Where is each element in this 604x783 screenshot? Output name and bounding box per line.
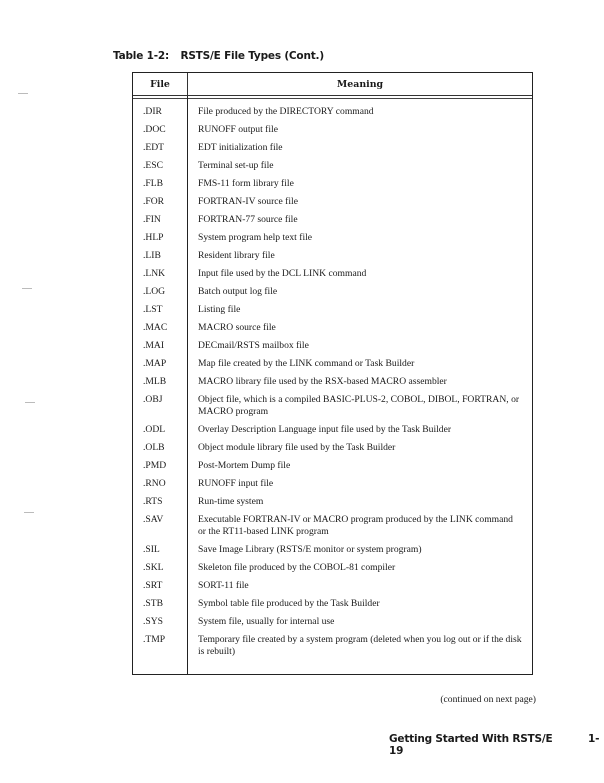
file-extension: .STB bbox=[143, 598, 163, 609]
table-row bbox=[133, 476, 532, 494]
scan-mark bbox=[24, 512, 34, 513]
table-row bbox=[133, 248, 532, 266]
file-meaning: System program help text file bbox=[198, 232, 313, 243]
table-row bbox=[133, 140, 532, 158]
file-extension: .HLP bbox=[143, 232, 164, 243]
file-extension: .LIB bbox=[143, 250, 161, 261]
file-meaning: System file, usually for internal use bbox=[198, 616, 335, 627]
file-extension: .RNO bbox=[143, 478, 166, 489]
file-extension: .SKL bbox=[143, 562, 164, 573]
column-divider bbox=[187, 96, 188, 674]
file-extension: .MAC bbox=[143, 322, 168, 333]
file-extension: .DIR bbox=[143, 106, 162, 117]
file-meaning: SORT-11 file bbox=[198, 580, 249, 591]
table-body bbox=[133, 96, 532, 674]
table-row bbox=[133, 266, 532, 284]
file-extension: .PMD bbox=[143, 460, 167, 471]
file-meaning: Save Image Library (RSTS/E monitor or system program) bbox=[198, 544, 422, 555]
file-meaning: MACRO source file bbox=[198, 322, 276, 333]
file-extension: .SIL bbox=[143, 544, 160, 555]
file-extension: .FLB bbox=[143, 178, 163, 189]
file-extension: .MAI bbox=[143, 340, 165, 351]
table-row bbox=[133, 440, 532, 458]
file-extension: .ESC bbox=[143, 160, 163, 171]
file-meaning: Input file used by the DCL LINK command bbox=[198, 268, 367, 279]
file-extension: .FIN bbox=[143, 214, 161, 225]
file-meaning: Map file created by the LINK command or Task Builder bbox=[198, 358, 415, 369]
table-row bbox=[133, 614, 532, 632]
file-extension: .OBJ bbox=[143, 394, 163, 405]
file-meaning: Batch output log file bbox=[198, 286, 278, 297]
file-meaning: FMS-11 form library file bbox=[198, 178, 294, 189]
table-header bbox=[133, 73, 532, 96]
scan-mark bbox=[22, 288, 32, 289]
table-row bbox=[133, 422, 532, 440]
file-meaning: Overlay Description Language input file used by the Task Builder bbox=[198, 424, 452, 435]
file-meaning: FORTRAN-IV source file bbox=[198, 196, 298, 207]
file-extension: .TMP bbox=[143, 634, 166, 645]
file-extension: .MAP bbox=[143, 358, 167, 369]
table-row bbox=[133, 230, 532, 248]
scan-mark bbox=[25, 402, 35, 403]
file-extension: .MLB bbox=[143, 376, 167, 387]
file-meaning: Post-Mortem Dump file bbox=[198, 460, 291, 471]
table-row bbox=[133, 338, 532, 356]
table-row bbox=[133, 458, 532, 476]
file-meaning: DECmail/RSTS mailbox file bbox=[198, 340, 309, 351]
file-extension: .RTS bbox=[143, 496, 163, 507]
file-meaning: Resident library file bbox=[198, 250, 275, 261]
file-meaning: Listing file bbox=[198, 304, 241, 315]
file-extension: .SRT bbox=[143, 580, 163, 591]
table-row bbox=[133, 374, 532, 392]
file-extension: .EDT bbox=[143, 142, 165, 153]
table-row bbox=[133, 392, 532, 422]
table-row bbox=[133, 356, 532, 374]
file-meaning: File produced by the DIRECTORY command bbox=[198, 106, 374, 117]
table-caption bbox=[113, 50, 324, 62]
table-number: Table 1-2: bbox=[113, 50, 169, 62]
file-meaning: Executable FORTRAN-IV or MACRO program produced by the LINK command or the RT11-based LINK program bbox=[198, 514, 513, 537]
table-row bbox=[133, 320, 532, 338]
file-meaning: RUNOFF output file bbox=[198, 124, 278, 135]
table-row bbox=[133, 284, 532, 302]
file-meaning: MACRO library file used by the RSX-based MACRO assembler bbox=[198, 376, 447, 387]
file-meaning: FORTRAN-77 source file bbox=[198, 214, 298, 225]
file-extension: .ODL bbox=[143, 424, 166, 435]
table-row bbox=[133, 632, 532, 658]
table-row bbox=[133, 212, 532, 230]
file-extension: .LOG bbox=[143, 286, 166, 297]
file-meaning: Symbol table file produced by the Task Builder bbox=[198, 598, 380, 609]
file-extension: .SYS bbox=[143, 616, 163, 627]
table-row bbox=[133, 104, 532, 122]
file-meaning: RUNOFF input file bbox=[198, 478, 274, 489]
header-file: File bbox=[133, 73, 188, 95]
table-row bbox=[133, 302, 532, 320]
file-extension: .LST bbox=[143, 304, 163, 315]
page-number: 1-19 bbox=[389, 733, 600, 757]
file-meaning: Temporary file created by a system program (deleted when you log out or if the disk is rebuilt) bbox=[198, 634, 522, 657]
page-footer bbox=[389, 733, 604, 757]
file-meaning: Object file, which is a compiled BASIC-PLUS-2, COBOL, DIBOL, FORTRAN, or MACRO program bbox=[198, 394, 520, 417]
scan-mark bbox=[18, 93, 28, 94]
file-meaning: EDT initialization file bbox=[198, 142, 283, 153]
file-meaning: Skeleton file produced by the COBOL-81 compiler bbox=[198, 562, 396, 573]
table-row bbox=[133, 542, 532, 560]
table-row bbox=[133, 158, 532, 176]
file-meaning: Object module library file used by the Task Builder bbox=[198, 442, 396, 453]
file-meaning: Terminal set-up file bbox=[198, 160, 274, 171]
table-row bbox=[133, 494, 532, 512]
file-extension: .FOR bbox=[143, 196, 165, 207]
table-row bbox=[133, 512, 532, 542]
file-extension: .SAV bbox=[143, 514, 164, 525]
book-title: Getting Started With RSTS/E bbox=[389, 733, 553, 745]
file-extension: .DOC bbox=[143, 124, 166, 135]
table-row bbox=[133, 194, 532, 212]
file-extension: .LNK bbox=[143, 268, 166, 279]
file-meaning: Run-time system bbox=[198, 496, 264, 507]
table-title: RSTS/E File Types (Cont.) bbox=[180, 50, 324, 62]
file-types-table bbox=[132, 72, 533, 675]
file-extension: .OLB bbox=[143, 442, 165, 453]
table-row bbox=[133, 122, 532, 140]
header-meaning: Meaning bbox=[336, 78, 384, 90]
table-row bbox=[133, 596, 532, 614]
table-row bbox=[133, 176, 532, 194]
table-row bbox=[133, 578, 532, 596]
table-row bbox=[133, 560, 532, 578]
continued-note: (continued on next page) bbox=[440, 694, 536, 705]
